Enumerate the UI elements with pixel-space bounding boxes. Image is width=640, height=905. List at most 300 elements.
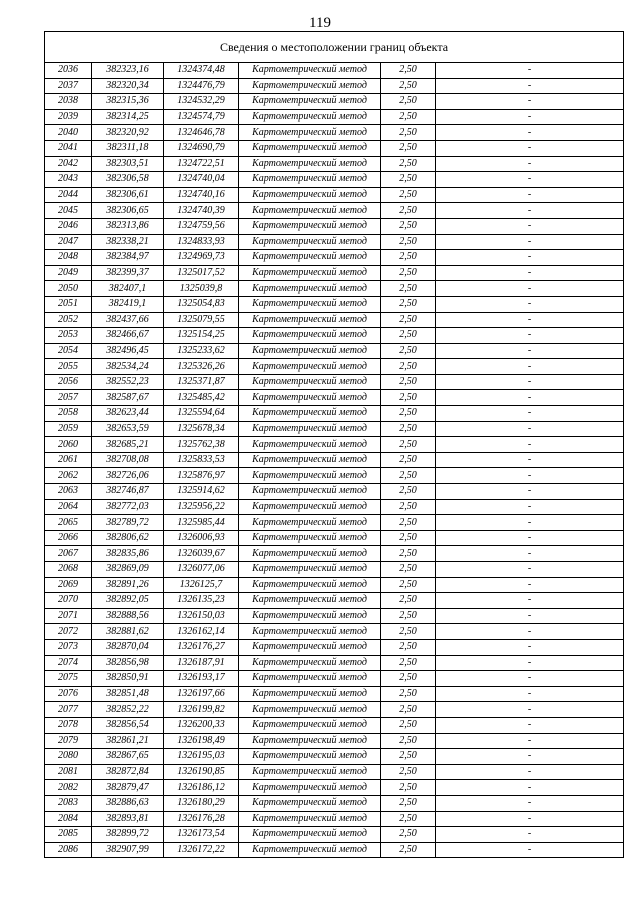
- cell-coord-x: 382772,03: [92, 499, 164, 515]
- cell-method: Картометрический метод: [239, 811, 381, 827]
- cell-coord-y: 1326150,03: [164, 608, 239, 624]
- boundary-table: [44, 31, 624, 858]
- cell-accuracy: 2,50: [381, 827, 436, 843]
- cell-method: Картометрический метод: [239, 468, 381, 484]
- cell-coord-x: 382407,1: [92, 281, 164, 297]
- cell-coord-x: 382534,24: [92, 359, 164, 375]
- cell-description: -: [436, 608, 624, 624]
- cell-accuracy: 2,50: [381, 328, 436, 344]
- cell-method: Картометрический метод: [239, 437, 381, 453]
- cell-point-number: 2068: [45, 562, 92, 578]
- table-row: [45, 608, 624, 624]
- cell-coord-x: 382587,67: [92, 390, 164, 406]
- table-row: [45, 187, 624, 203]
- cell-method: Картометрический метод: [239, 608, 381, 624]
- cell-accuracy: 2,50: [381, 811, 436, 827]
- table-row: [45, 421, 624, 437]
- cell-method: Картометрический метод: [239, 733, 381, 749]
- cell-point-number: 2070: [45, 593, 92, 609]
- cell-accuracy: 2,50: [381, 156, 436, 172]
- cell-description: -: [436, 795, 624, 811]
- cell-method: Картометрический метод: [239, 624, 381, 640]
- cell-description: -: [436, 484, 624, 500]
- table-row: [45, 593, 624, 609]
- cell-method: Картометрический метод: [239, 842, 381, 858]
- cell-point-number: 2071: [45, 608, 92, 624]
- cell-accuracy: 2,50: [381, 265, 436, 281]
- cell-accuracy: 2,50: [381, 733, 436, 749]
- cell-point-number: 2044: [45, 187, 92, 203]
- cell-coord-x: 382851,48: [92, 686, 164, 702]
- cell-description: -: [436, 63, 624, 79]
- cell-accuracy: 2,50: [381, 343, 436, 359]
- cell-description: -: [436, 203, 624, 219]
- cell-description: -: [436, 187, 624, 203]
- cell-coord-x: 382306,58: [92, 172, 164, 188]
- table-row: [45, 749, 624, 765]
- cell-coord-y: 1325833,53: [164, 452, 239, 468]
- cell-point-number: 2047: [45, 234, 92, 250]
- cell-point-number: 2072: [45, 624, 92, 640]
- cell-method: Картометрический метод: [239, 374, 381, 390]
- cell-coord-y: 1326193,17: [164, 671, 239, 687]
- cell-coord-y: 1325154,25: [164, 328, 239, 344]
- cell-description: -: [436, 717, 624, 733]
- cell-point-number: 2077: [45, 702, 92, 718]
- cell-coord-y: 1324722,51: [164, 156, 239, 172]
- cell-coord-x: 382708,08: [92, 452, 164, 468]
- cell-coord-y: 1326180,29: [164, 795, 239, 811]
- table-row: [45, 717, 624, 733]
- cell-coord-y: 1326135,23: [164, 593, 239, 609]
- cell-description: -: [436, 421, 624, 437]
- cell-accuracy: 2,50: [381, 842, 436, 858]
- cell-description: -: [436, 733, 624, 749]
- cell-coord-x: 382888,56: [92, 608, 164, 624]
- cell-accuracy: 2,50: [381, 593, 436, 609]
- cell-method: Картометрический метод: [239, 546, 381, 562]
- cell-description: -: [436, 515, 624, 531]
- cell-description: -: [436, 328, 624, 344]
- cell-method: Картометрический метод: [239, 78, 381, 94]
- cell-coord-y: 1324969,73: [164, 250, 239, 266]
- cell-point-number: 2055: [45, 359, 92, 375]
- cell-coord-y: 1325956,22: [164, 499, 239, 515]
- cell-description: -: [436, 234, 624, 250]
- cell-method: Картометрический метод: [239, 328, 381, 344]
- cell-coord-y: 1326199,82: [164, 702, 239, 718]
- cell-description: -: [436, 374, 624, 390]
- cell-accuracy: 2,50: [381, 452, 436, 468]
- cell-coord-y: 1324833,93: [164, 234, 239, 250]
- cell-method: Картометрический метод: [239, 281, 381, 297]
- table-row: [45, 671, 624, 687]
- cell-coord-y: 1325371,87: [164, 374, 239, 390]
- cell-point-number: 2086: [45, 842, 92, 858]
- cell-accuracy: 2,50: [381, 250, 436, 266]
- cell-description: -: [436, 624, 624, 640]
- cell-description: -: [436, 702, 624, 718]
- cell-accuracy: 2,50: [381, 203, 436, 219]
- cell-accuracy: 2,50: [381, 218, 436, 234]
- table-row: [45, 764, 624, 780]
- cell-coord-x: 382653,59: [92, 421, 164, 437]
- cell-point-number: 2040: [45, 125, 92, 141]
- cell-point-number: 2036: [45, 63, 92, 79]
- cell-point-number: 2053: [45, 328, 92, 344]
- cell-coord-x: 382856,54: [92, 717, 164, 733]
- cell-coord-x: 382806,62: [92, 530, 164, 546]
- cell-method: Картометрический метод: [239, 421, 381, 437]
- cell-point-number: 2056: [45, 374, 92, 390]
- cell-point-number: 2073: [45, 639, 92, 655]
- table-row: [45, 515, 624, 531]
- cell-coord-y: 1326162,14: [164, 624, 239, 640]
- table-row: [45, 702, 624, 718]
- table-row: [45, 265, 624, 281]
- cell-point-number: 2069: [45, 577, 92, 593]
- cell-coord-y: 1326039,67: [164, 546, 239, 562]
- table-row: [45, 281, 624, 297]
- cell-method: Картометрический метод: [239, 577, 381, 593]
- cell-point-number: 2048: [45, 250, 92, 266]
- cell-coord-y: 1325485,42: [164, 390, 239, 406]
- cell-point-number: 2075: [45, 671, 92, 687]
- cell-method: Картометрический метод: [239, 484, 381, 500]
- cell-coord-y: 1325876,97: [164, 468, 239, 484]
- cell-accuracy: 2,50: [381, 172, 436, 188]
- cell-accuracy: 2,50: [381, 546, 436, 562]
- cell-coord-y: 1326176,27: [164, 639, 239, 655]
- cell-coord-y: 1324740,39: [164, 203, 239, 219]
- cell-accuracy: 2,50: [381, 125, 436, 141]
- cell-coord-x: 382384,97: [92, 250, 164, 266]
- cell-coord-x: 382399,37: [92, 265, 164, 281]
- cell-coord-x: 382872,84: [92, 764, 164, 780]
- cell-description: -: [436, 499, 624, 515]
- cell-accuracy: 2,50: [381, 296, 436, 312]
- table-row: [45, 780, 624, 796]
- cell-coord-x: 382338,21: [92, 234, 164, 250]
- cell-point-number: 2059: [45, 421, 92, 437]
- table-row: [45, 499, 624, 515]
- cell-description: -: [436, 842, 624, 858]
- table-row: [45, 343, 624, 359]
- cell-point-number: 2079: [45, 733, 92, 749]
- cell-description: -: [436, 312, 624, 328]
- cell-coord-x: 382552,23: [92, 374, 164, 390]
- cell-description: -: [436, 593, 624, 609]
- cell-coord-y: 1325678,34: [164, 421, 239, 437]
- table-row: [45, 577, 624, 593]
- cell-coord-y: 1325594,64: [164, 406, 239, 422]
- cell-accuracy: 2,50: [381, 374, 436, 390]
- cell-point-number: 2078: [45, 717, 92, 733]
- cell-coord-y: 1325326,26: [164, 359, 239, 375]
- cell-description: -: [436, 109, 624, 125]
- cell-description: -: [436, 577, 624, 593]
- cell-point-number: 2062: [45, 468, 92, 484]
- table-row: [45, 562, 624, 578]
- cell-accuracy: 2,50: [381, 421, 436, 437]
- cell-method: Картометрический метод: [239, 717, 381, 733]
- cell-point-number: 2083: [45, 795, 92, 811]
- cell-point-number: 2058: [45, 406, 92, 422]
- cell-coord-y: 1326200,33: [164, 717, 239, 733]
- cell-accuracy: 2,50: [381, 281, 436, 297]
- cell-method: Картометрический метод: [239, 562, 381, 578]
- cell-accuracy: 2,50: [381, 187, 436, 203]
- cell-point-number: 2080: [45, 749, 92, 765]
- table-row: [45, 359, 624, 375]
- cell-point-number: 2063: [45, 484, 92, 500]
- cell-method: Картометрический метод: [239, 795, 381, 811]
- cell-description: -: [436, 265, 624, 281]
- table-row: [45, 203, 624, 219]
- section-header-row: [45, 32, 624, 63]
- cell-method: Картометрический метод: [239, 359, 381, 375]
- cell-coord-x: 382869,09: [92, 562, 164, 578]
- cell-coord-x: 382496,45: [92, 343, 164, 359]
- cell-coord-y: 1326187,91: [164, 655, 239, 671]
- cell-point-number: 2085: [45, 827, 92, 843]
- cell-description: -: [436, 780, 624, 796]
- cell-method: Картометрический метод: [239, 702, 381, 718]
- cell-description: -: [436, 218, 624, 234]
- cell-coord-x: 382881,62: [92, 624, 164, 640]
- table-row: [45, 655, 624, 671]
- cell-point-number: 2049: [45, 265, 92, 281]
- cell-description: -: [436, 671, 624, 687]
- table-row: [45, 312, 624, 328]
- cell-point-number: 2065: [45, 515, 92, 531]
- cell-accuracy: 2,50: [381, 530, 436, 546]
- table-row: [45, 328, 624, 344]
- cell-method: Картометрический метод: [239, 63, 381, 79]
- table-row: [45, 218, 624, 234]
- cell-point-number: 2081: [45, 764, 92, 780]
- cell-accuracy: 2,50: [381, 406, 436, 422]
- cell-point-number: 2066: [45, 530, 92, 546]
- cell-coord-y: 1325233,62: [164, 343, 239, 359]
- cell-coord-y: 1325079,55: [164, 312, 239, 328]
- table-row: [45, 374, 624, 390]
- cell-point-number: 2043: [45, 172, 92, 188]
- cell-description: -: [436, 281, 624, 297]
- cell-coord-y: 1324646,78: [164, 125, 239, 141]
- cell-description: -: [436, 437, 624, 453]
- cell-coord-x: 382879,47: [92, 780, 164, 796]
- cell-accuracy: 2,50: [381, 437, 436, 453]
- cell-description: -: [436, 655, 624, 671]
- cell-coord-y: 1324574,79: [164, 109, 239, 125]
- cell-coord-x: 382867,65: [92, 749, 164, 765]
- cell-coord-x: 382306,61: [92, 187, 164, 203]
- table-row: [45, 639, 624, 655]
- table-row: [45, 140, 624, 156]
- cell-method: Картометрический метод: [239, 109, 381, 125]
- cell-method: Картометрический метод: [239, 312, 381, 328]
- cell-accuracy: 2,50: [381, 109, 436, 125]
- table-row: [45, 827, 624, 843]
- cell-coord-y: 1326173,54: [164, 827, 239, 843]
- cell-method: Картометрический метод: [239, 203, 381, 219]
- cell-point-number: 2076: [45, 686, 92, 702]
- cell-coord-x: 382306,65: [92, 203, 164, 219]
- cell-coord-y: 1325017,52: [164, 265, 239, 281]
- cell-coord-x: 382870,04: [92, 639, 164, 655]
- cell-coord-x: 382892,05: [92, 593, 164, 609]
- cell-description: -: [436, 749, 624, 765]
- cell-coord-y: 1325054,83: [164, 296, 239, 312]
- cell-accuracy: 2,50: [381, 764, 436, 780]
- table-row: [45, 686, 624, 702]
- cell-accuracy: 2,50: [381, 795, 436, 811]
- table-row: [45, 78, 624, 94]
- cell-description: -: [436, 546, 624, 562]
- cell-coord-y: 1324740,16: [164, 187, 239, 203]
- cell-description: -: [436, 811, 624, 827]
- cell-coord-y: 1326006,93: [164, 530, 239, 546]
- cell-method: Картометрический метод: [239, 250, 381, 266]
- cell-method: Картометрический метод: [239, 140, 381, 156]
- cell-coord-x: 382466,67: [92, 328, 164, 344]
- cell-point-number: 2061: [45, 452, 92, 468]
- table-row: [45, 530, 624, 546]
- cell-coord-x: 382303,51: [92, 156, 164, 172]
- cell-coord-x: 382313,86: [92, 218, 164, 234]
- table-row: [45, 484, 624, 500]
- cell-coord-y: 1326077,06: [164, 562, 239, 578]
- table-body: [45, 63, 624, 858]
- cell-accuracy: 2,50: [381, 499, 436, 515]
- cell-method: Картометрический метод: [239, 265, 381, 281]
- cell-method: Картометрический метод: [239, 655, 381, 671]
- cell-method: Картометрический метод: [239, 827, 381, 843]
- table-row: [45, 172, 624, 188]
- table-row: [45, 406, 624, 422]
- cell-point-number: 2037: [45, 78, 92, 94]
- table-row: [45, 842, 624, 858]
- cell-description: -: [436, 156, 624, 172]
- cell-coord-y: 1326198,49: [164, 733, 239, 749]
- table-row: [45, 156, 624, 172]
- cell-description: -: [436, 140, 624, 156]
- cell-coord-x: 382314,25: [92, 109, 164, 125]
- cell-description: -: [436, 296, 624, 312]
- cell-point-number: 2074: [45, 655, 92, 671]
- cell-point-number: 2042: [45, 156, 92, 172]
- cell-method: Картометрический метод: [239, 530, 381, 546]
- cell-accuracy: 2,50: [381, 717, 436, 733]
- cell-accuracy: 2,50: [381, 577, 436, 593]
- table-row: [45, 468, 624, 484]
- cell-accuracy: 2,50: [381, 390, 436, 406]
- cell-description: -: [436, 406, 624, 422]
- cell-description: -: [436, 359, 624, 375]
- cell-accuracy: 2,50: [381, 359, 436, 375]
- cell-point-number: 2082: [45, 780, 92, 796]
- cell-coord-y: 1326186,12: [164, 780, 239, 796]
- cell-coord-y: 1325914,62: [164, 484, 239, 500]
- cell-accuracy: 2,50: [381, 655, 436, 671]
- cell-coord-y: 1326172,22: [164, 842, 239, 858]
- cell-accuracy: 2,50: [381, 671, 436, 687]
- cell-point-number: 2045: [45, 203, 92, 219]
- cell-point-number: 2057: [45, 390, 92, 406]
- cell-method: Картометрический метод: [239, 218, 381, 234]
- cell-method: Картометрический метод: [239, 780, 381, 796]
- cell-coord-x: 382685,21: [92, 437, 164, 453]
- cell-accuracy: 2,50: [381, 78, 436, 94]
- table-row: [45, 546, 624, 562]
- cell-method: Картометрический метод: [239, 671, 381, 687]
- cell-accuracy: 2,50: [381, 234, 436, 250]
- cell-point-number: 2052: [45, 312, 92, 328]
- cell-coord-x: 382789,72: [92, 515, 164, 531]
- cell-description: -: [436, 78, 624, 94]
- cell-coord-y: 1326176,28: [164, 811, 239, 827]
- cell-method: Картометрический метод: [239, 639, 381, 655]
- cell-description: -: [436, 764, 624, 780]
- cell-coord-x: 382899,72: [92, 827, 164, 843]
- cell-method: Картометрический метод: [239, 515, 381, 531]
- table-row: [45, 452, 624, 468]
- cell-point-number: 2041: [45, 140, 92, 156]
- cell-coord-x: 382419,1: [92, 296, 164, 312]
- cell-coord-x: 382850,91: [92, 671, 164, 687]
- cell-accuracy: 2,50: [381, 562, 436, 578]
- cell-method: Картометрический метод: [239, 452, 381, 468]
- cell-method: Картометрический метод: [239, 156, 381, 172]
- cell-method: Картометрический метод: [239, 764, 381, 780]
- cell-point-number: 2084: [45, 811, 92, 827]
- cell-method: Картометрический метод: [239, 593, 381, 609]
- cell-coord-y: 1324759,56: [164, 218, 239, 234]
- cell-accuracy: 2,50: [381, 639, 436, 655]
- cell-coord-x: 382323,16: [92, 63, 164, 79]
- table-row: [45, 437, 624, 453]
- cell-coord-x: 382437,66: [92, 312, 164, 328]
- cell-point-number: 2051: [45, 296, 92, 312]
- cell-accuracy: 2,50: [381, 515, 436, 531]
- cell-description: -: [436, 94, 624, 110]
- cell-description: -: [436, 343, 624, 359]
- section-title: Сведения о местоположении границ объекта: [45, 32, 624, 63]
- cell-accuracy: 2,50: [381, 63, 436, 79]
- table-row: [45, 296, 624, 312]
- cell-point-number: 2054: [45, 343, 92, 359]
- cell-coord-x: 382852,22: [92, 702, 164, 718]
- cell-accuracy: 2,50: [381, 468, 436, 484]
- cell-method: Картометрический метод: [239, 749, 381, 765]
- table-row: [45, 733, 624, 749]
- cell-coord-x: 382315,36: [92, 94, 164, 110]
- cell-accuracy: 2,50: [381, 608, 436, 624]
- cell-coord-y: 1324374,48: [164, 63, 239, 79]
- cell-accuracy: 2,50: [381, 140, 436, 156]
- cell-method: Картометрический метод: [239, 234, 381, 250]
- cell-description: -: [436, 390, 624, 406]
- cell-description: -: [436, 452, 624, 468]
- table-row: [45, 109, 624, 125]
- cell-coord-y: 1325985,44: [164, 515, 239, 531]
- table-row: [45, 390, 624, 406]
- cell-point-number: 2038: [45, 94, 92, 110]
- cell-method: Картометрический метод: [239, 296, 381, 312]
- cell-accuracy: 2,50: [381, 749, 436, 765]
- cell-method: Картометрический метод: [239, 343, 381, 359]
